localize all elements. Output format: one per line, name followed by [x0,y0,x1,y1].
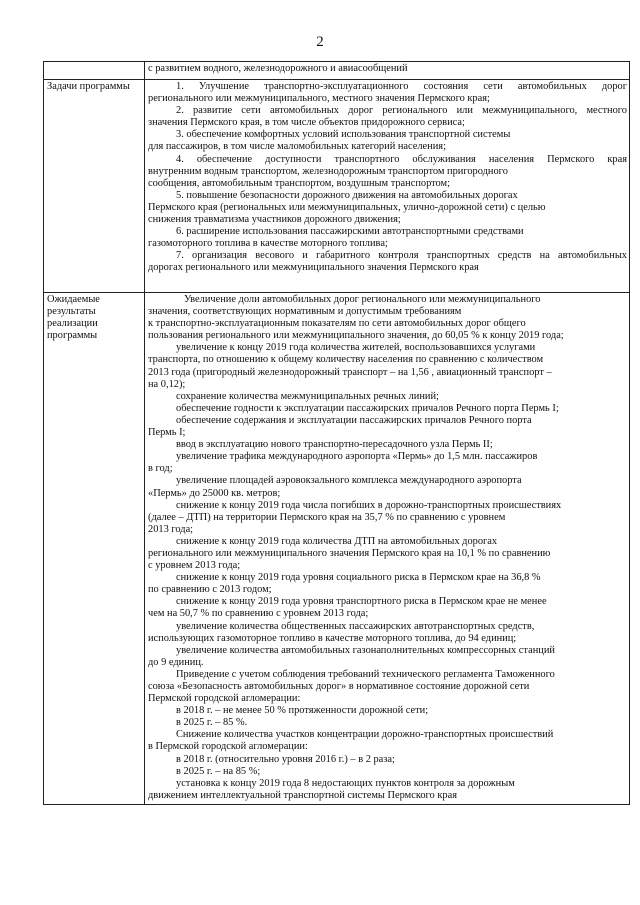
table-row [44,62,630,80]
text-line: ввод в эксплуатацию нового транспортно-пересадочного узла Пермь II; [176,439,493,451]
table-row [44,293,630,805]
text-line: в Пермской городской агломерации: [148,741,308,753]
passport-table [43,61,630,805]
text-line: установка к концу 2019 года 8 недостающих пунктов контроля за дорожным [176,777,515,789]
text-line: Приведение с учетом соблюдения требований технического регламента Таможенного [176,668,555,680]
text-line: увеличение количества общественных пассажирских автотранспортных средств, [176,620,535,632]
row-label-tasks [44,80,145,293]
text-line: значения Пермского края, в том числе объектов придорожного сервиса; [148,117,465,129]
text-line: на 0,12); [148,378,186,390]
text-line: для пассажиров, в том числе маломобильных категорий населения; [148,141,446,153]
text-line: «Пермь» до 25000 кв. метров; [148,487,281,499]
row-content-tasks [145,80,630,293]
text-line: 4. обеспечение доступности транспортного обслуживания населения Пермского края [176,153,627,165]
text-line: снижение к концу 2019 года числа погибших в дорожно-транспортных происшествиях [176,499,562,511]
text-line: с уровнем 2013 года; [148,560,241,572]
text-line: по сравнению с 2013 годом; [148,584,272,596]
text-line: 5. повышение безопасности дорожного движения на автомобильных дорогах [176,189,518,201]
text-line: использующих газомоторное топливо в качестве моторного топлива, до 94 единиц; [148,632,517,644]
row-content [145,62,630,80]
text-line: Снижение количества участков концентрации дорожно-транспортных происшествий [176,729,554,741]
text-line: в 2025 г. – 85 %. [176,717,248,729]
text-line: Увеличение доли автомобильных дорог регионального или межмуниципального [184,294,541,305]
page-number: 2 [316,34,324,50]
text-line: регионального или межмуниципального, местного значения Пермского края; [148,93,490,105]
text-line: Пермской городской агломерации: [148,693,301,705]
text-line: обеспечение годности к эксплуатации пассажирских причалов Речного порта Пермь I; [176,402,559,414]
text-line: 2013 года (пригородный железнодорожный транспорт – на 1,56 , авиационный транспорт – [148,366,552,378]
row-label [44,62,145,80]
text-line: внутренним водным транспортом, железнодорожным транспортом пригородного [148,165,508,177]
text-line: регионального или межмуниципального значения Пермского края на 10,1 % по сравнению [148,547,551,559]
text-line: увеличение площадей аэровокзального комплекса международного аэропорта [176,475,522,487]
text-line: 2013 года; [148,523,194,535]
text-line: 2. развитие сети автомобильных дорог регионального или межмуниципального, местного [176,105,627,117]
text-line: чем на 50,7 % по сравнению с уровнем 2013 года; [148,608,369,620]
text-line: в 2025 г. – на 85 %; [176,765,261,777]
text-line: (далее – ДТП) на территории Пермского края на 35,7 % по сравнению с уровнем [148,511,506,523]
row-label: Задачи программы [47,81,130,92]
text-line: Пермского края (региональных или межмуниципальных, улично-дорожной сети) с целью [148,201,546,213]
text-line: газомоторного топлива в качестве моторного топлива; [148,238,388,250]
text-line: пользования регионального или межмуниципального значения, до 60,05 % к концу 2019 года; [148,330,564,342]
text-line: дорогах регионального или межмуниципального значения Пермского края [148,262,479,274]
text-line: увеличение трафика международного аэропорта «Пермь» до 1,5 млн. пассажиров [176,451,538,463]
text-line: увеличение к концу 2019 года количества жителей, воспользовавшихся услугами [176,342,536,354]
row-label-results [44,293,145,805]
text-line: 1. Улучшение транспортно-эксплуатационного состояния сети автомобильных дорог [176,81,627,92]
row-label: Ожидаемые результаты реализации программы [47,294,100,341]
text-line: значения, соответствующих нормативным и допустимым требованиям [148,306,462,318]
text-line: сообщения, автомобильным транспортом, воздушным транспортом; [148,177,451,189]
text-line: снижения травматизма участников дорожного движения; [148,214,401,226]
text-line: снижение к концу 2019 года уровня социального риска в Пермском крае на 36,8 % [176,572,541,584]
text-line: с развитием водного, железнодорожного и авиасообщений [148,63,408,74]
text-line: снижение к концу 2019 года уровня транспортного риска в Пермском крае не менее [176,596,547,608]
text-line: 7. организация весового и габаритного контроля транспортных средств на автомобильных [176,250,627,262]
table-row [44,80,630,293]
text-line: обеспечение содержания и эксплуатации пассажирских причалов Речного порта [176,414,532,426]
text-line: в 2018 г. (относительно уровня 2016 г.) – в 2 раза; [176,753,395,765]
text-line: 3. обеспечение комфортных условий использования транспортной системы [176,129,511,141]
text-line: транспорта, по отношению к общему количеству населения по сравнению с количеством [148,354,544,366]
text-line: в год; [148,463,173,475]
row-content-results [145,293,630,805]
text-line: увеличение количества автомобильных газонаполнительных компрессорных станций [176,644,555,656]
text-line: в 2018 г. – не менее 50 % протяженности дорожной сети; [176,705,429,717]
text-line: сохранение количества межмуниципальных речных линий; [176,390,439,402]
text-line: к транспортно-эксплуатационным показателям по сети автомобильных дорог общего [148,318,526,330]
text-line: до 9 единиц. [148,656,204,668]
text-line: снижение к концу 2019 года количества ДТП на автомобильных дорогах [176,535,498,547]
text-line: Пермь I; [148,427,186,439]
text-line: 6. расширение использования пассажирскими автотранспортными средствами [176,226,524,238]
text-line: движением интеллектуальной транспортной системы Пермского края [148,789,457,801]
text-line: союза «Безопасность автомобильных дорог» в нормативное состояние дорожной сети [148,681,530,692]
